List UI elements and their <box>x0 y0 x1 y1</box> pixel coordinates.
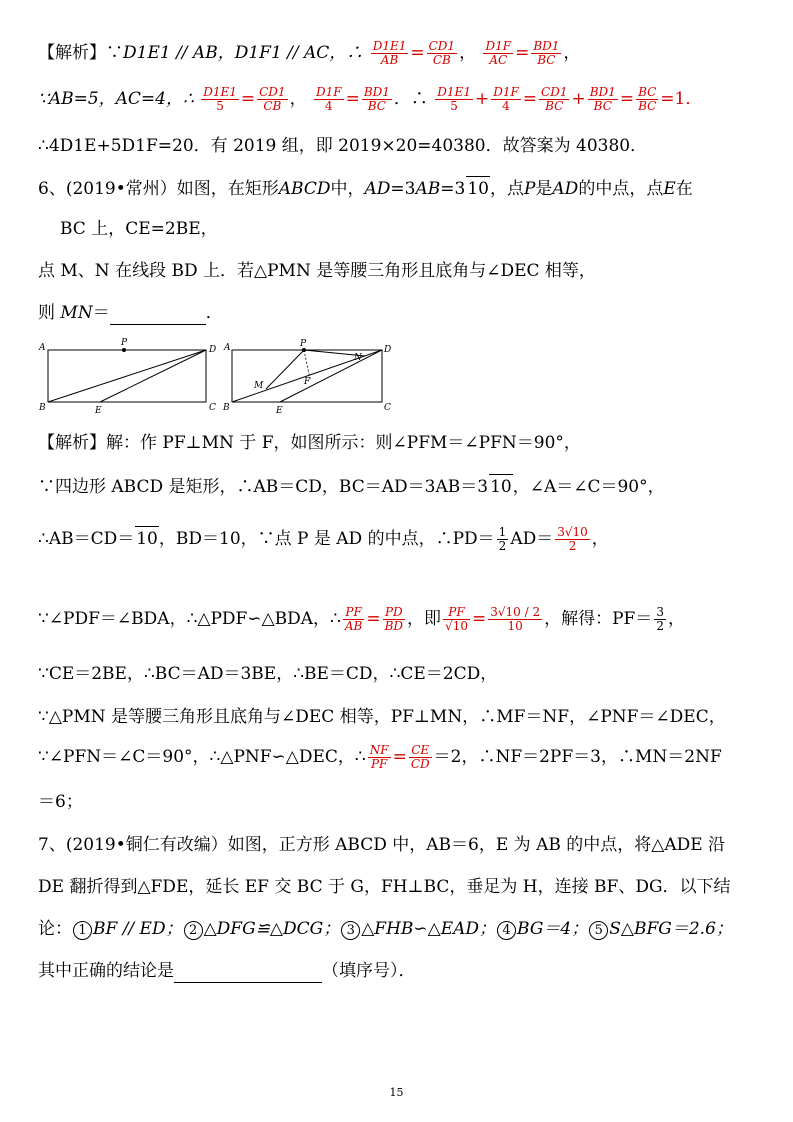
label-E: E <box>95 406 102 416</box>
label-F: F <box>304 377 311 387</box>
analysis-label: 【解析】∵ <box>38 43 123 63</box>
label-P: P <box>300 339 307 349</box>
fraction: $\frac{3√10 / 2}{10}$ <box>490 605 541 633</box>
analysis-line-2: ∵AB=5，AC=4，∴ $\frac{D1E1}{5}$ = $\frac{CD1}{CB}$ ， $\frac{D1F}{4}$ = $\frac{BD1}{BC}$ ．∴ $\frac{D1E1}{5}$ + $\frac{D1F}{4}$ = $\frac{CD1}{BC}$ + $\frac{BD1}{BC}$ = $\frac{BC}{BC}$ =1． <box>38 85 703 113</box>
question-6-line-1: 6、(2019•常州）如图，在矩形ABCD中，AD=3AB=3 10，点P是AD的中点，点E在 <box>38 176 693 201</box>
question-7-line-4: 其中正确的结论是 （填序号）． <box>38 961 416 981</box>
label-C: C <box>384 403 391 413</box>
label-A: A <box>39 343 46 353</box>
fraction: $\frac{D1E1}{AB}$ <box>372 39 407 67</box>
page-number: 15 <box>389 1086 404 1099</box>
fraction: $\frac{D1E1}{5}$ <box>437 85 471 113</box>
question-7-line-2: DE 翻折得到△FDE，延长 EF 交 BC 于 G，FH⊥BC，垂足为 H，连接 BF、DG．以下结 <box>38 877 731 897</box>
label-A: A <box>224 343 231 353</box>
solution-line-6: ∵△PMN 是等腰三角形且底角与∠DEC 相等，PF⊥MN，∴MF＝NF，∠PNF＝∠DEC， <box>38 707 726 727</box>
label-B: B <box>39 403 46 413</box>
answer-blank[interactable] <box>174 964 322 983</box>
fraction: $\frac{PF}{AB}$ <box>344 605 363 633</box>
label-P: P <box>121 338 128 348</box>
figure-rectangle-right <box>220 336 400 416</box>
fraction: $\frac{D1F}{4}$ <box>493 85 519 113</box>
circled-number: 4 <box>497 921 516 940</box>
label-E: E <box>276 406 283 416</box>
fraction: $\frac{D1F}{AC}$ <box>485 39 512 67</box>
solution-line-3: ∴AB＝CD＝ 10，BD＝10，∵点 P 是 AD 的中点，∴PD＝ $\frac{1}{2}$ AD＝ $\frac{3√10}{2}$ ， <box>38 525 609 553</box>
analysis-line-1: 【解析】∵D1E1 // AB，D1F1 // AC，∴ $\frac{D1E1}{AB}$ = $\frac{CD1}{CB}$ ， $\frac{D1F}{AC}$ = $\frac{BD1}{BC}$ ， <box>38 39 581 67</box>
fraction: $\frac{BD1}{BC}$ <box>589 85 616 113</box>
question-6-line-3: 点 M、N 在线段 BD 上．若△PMN 是等腰三角形且底角与∠DEC 相等， <box>38 261 596 281</box>
fraction: $\frac{BD1}{BC}$ <box>533 39 560 67</box>
circled-number: 3 <box>341 921 360 940</box>
label-D: D <box>384 345 392 355</box>
question-6-line-4: 则 MN＝ ． <box>38 303 223 323</box>
fraction: $\frac{BD1}{BC}$ <box>363 85 390 113</box>
question-7-line-3: 论： 1 BF // ED； 2 △DFG≌△DCG； 3 △FHB∽△EAD； 4 BG＝4； 5 S△BFG＝2.6； <box>38 919 733 939</box>
fraction: $\frac{D1F}{4}$ <box>315 85 342 113</box>
solution-line-4: ∵∠PDF＝∠BDA，∴△PDF∽△BDA，∴ $\frac{PF}{AB}$ = $\frac{PD}{BD}$ ，即 $\frac{PF}{√10}$ = $\frac{3√10 / 2}{10}$ ，解得：PF＝ $\frac{3}{2}$ ， <box>38 605 685 633</box>
question-7-line-1: 7、(2019•铜仁有改编）如图，正方形 ABCD 中，AB＝6，E 为 AB 的中点，将△ADE 沿 <box>38 835 726 855</box>
label-D: D <box>209 345 217 355</box>
fraction: $\frac{CD1}{CB}$ <box>259 85 286 113</box>
fraction: $\frac{3}{2}$ <box>656 605 664 633</box>
fraction: $\frac{D1E1}{5}$ <box>203 85 237 113</box>
question-6-line-2: BC 上，CE=2BE， <box>60 219 218 239</box>
solution-line-2: ∵四边形 ABCD 是矩形，∴AB＝CD，BC＝AD＝3AB＝3 10，∠A＝∠C＝90°， <box>38 474 665 499</box>
analysis-line-3: ∴4D1E+5D1F=20．有 2019 组，即 2019×20=40380．故答案为 40380． <box>38 136 648 156</box>
fraction: $\frac{1}{2}$ <box>498 525 507 553</box>
circled-number: 1 <box>73 921 92 940</box>
figure-rectangle-left <box>36 336 222 416</box>
fraction: $\frac{PF}{√10}$ <box>445 605 468 633</box>
solution-line-5: ∵CE＝2BE，∴BC＝AD＝3BE，∴BE＝CD，∴CE＝2CD， <box>38 664 498 684</box>
fraction: $\frac{CD1}{CB}$ <box>428 39 456 67</box>
fraction: $\frac{3√10}{2}$ <box>557 525 588 553</box>
solution-line-1: 【解析】解：作 PF⊥MN 于 F，如图所示：则∠PFM＝∠PFN＝90°， <box>38 433 581 453</box>
circled-number: 2 <box>184 921 203 940</box>
label-N: N <box>354 353 362 363</box>
label-B: B <box>223 403 230 413</box>
fraction: $\frac{CD1}{BC}$ <box>541 85 568 113</box>
fraction: $\frac{BC}{BC}$ <box>638 85 657 113</box>
label-C: C <box>209 403 216 413</box>
solution-line-7: ∵∠PFN＝∠C＝90°，∴△PNF∽△DEC，∴ $\frac{NF}{PF}$ = $\frac{CE}{CD}$ ＝2，∴NF＝2PF＝3，∴MN＝2NF <box>38 743 722 771</box>
answer-blank[interactable] <box>110 306 206 325</box>
circled-number: 5 <box>589 921 608 940</box>
fraction: $\frac{CE}{CD}$ <box>410 743 430 771</box>
fraction: $\frac{NF}{PF}$ <box>369 743 389 771</box>
solution-line-8: ＝6； <box>38 792 83 812</box>
label-M: M <box>254 381 264 391</box>
fraction: $\frac{PD}{BD}$ <box>384 605 404 633</box>
